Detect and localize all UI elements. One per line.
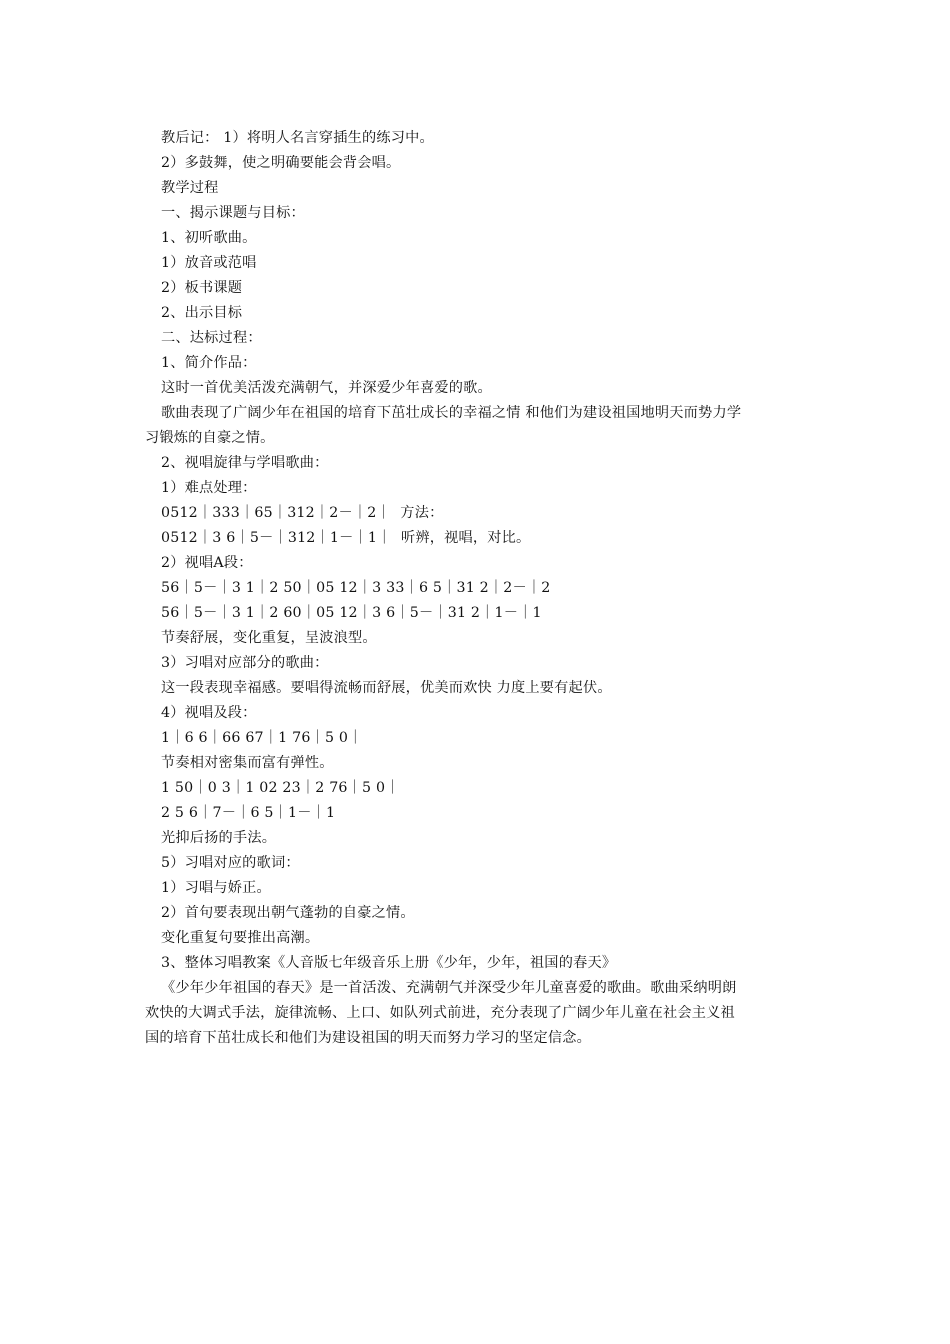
notation-line: 56｜5－｜3 1｜2 50｜05 12｜3 33｜6 5｜31 2｜2－｜2	[161, 580, 551, 596]
text-line: 2）首句要表现出朝气蓬勃的自豪之情。	[161, 905, 415, 921]
text-line: 歌曲表现了广阔少年在祖国的培育下茁壮成长的幸福之情 和他们为建设祖国地明天而势力学	[161, 405, 742, 421]
notation-line: 1｜6 6｜66 67｜1 76｜5 0｜	[161, 730, 363, 746]
text-line: 《少年少年祖国的春天》是一首活泼、充满朝气并深受少年儿童喜爱的歌曲。歌曲采纳明朗	[161, 980, 737, 996]
section-heading: 一、揭示课题与目标：	[161, 205, 305, 221]
text-line: 1、初听歌曲。	[161, 230, 257, 246]
text-line: 2）多鼓舞，使之明确要能会背会唱。	[161, 155, 401, 171]
text-line: 光抑后扬的手法。	[161, 830, 277, 846]
text-line: 这一段表现幸福感。要唱得流畅而舒展，优美而欢快 力度上要有起伏。	[161, 680, 612, 696]
section-heading: 教学过程	[161, 180, 219, 196]
notation-line: 2 5 6｜7－｜6 5｜1－｜1	[161, 805, 336, 821]
notation-line: 1 50｜0 3｜1 02 23｜2 76｜5 0｜	[161, 780, 400, 796]
text-line: 1）习唱与娇正。	[161, 880, 271, 896]
text-line: 节奏相对密集而富有弹性。	[161, 755, 334, 771]
text-line: 4）视唱及段：	[161, 705, 257, 721]
text-line: 习锻炼的自豪之情。	[145, 430, 275, 446]
text-line: 3）习唱对应部分的歌曲：	[161, 655, 329, 671]
text-line: 1）放音或范唱	[161, 255, 257, 271]
text-line: 2）板书课题	[161, 280, 243, 296]
text-line: 这时一首优美活泼充满朝气，并深爱少年喜爱的歌。	[161, 380, 492, 396]
document-page	[0, 126, 950, 1051]
text-line: 2、视唱旋律与学唱歌曲：	[161, 455, 329, 471]
text-line: 2、出示目标	[161, 305, 243, 321]
notation-line: 56｜5－｜3 1｜2 60｜05 12｜3 6｜5－｜31 2｜1－｜1	[161, 605, 542, 621]
text-line: 欢快的大调式手法，旋律流畅、上口、如队列式前进，充分表现了广阔少年儿童在社会主义祖	[145, 1005, 735, 1021]
text-line: 教后记： 1）将明人名言穿插生的练习中。	[161, 130, 434, 146]
text-line: 1）难点处理：	[161, 480, 257, 496]
text-line: 2）视唱A段：	[161, 555, 253, 571]
text-line: 变化重复句要推出高潮。	[161, 930, 320, 946]
notation-line: 0512｜333｜65｜312｜2－｜2｜ 方法：	[161, 505, 444, 521]
text-line: 国的培育下茁壮成长和他们为建设祖国的明天而努力学习的坚定信念。	[145, 1030, 592, 1046]
notation-line: 0512｜3 6｜5－｜312｜1－｜1｜ 听辨，视唱，对比。	[161, 530, 531, 546]
text-line: 5）习唱对应的歌词：	[161, 855, 300, 871]
section-heading: 二、达标过程：	[161, 330, 262, 346]
text-line: 3、整体习唱教案《人音版七年级音乐上册《少年，少年，祖国的春天》	[161, 955, 617, 971]
text-line: 节奏舒展，变化重复，呈波浪型。	[161, 630, 377, 646]
text-line: 1、简介作品：	[161, 355, 257, 371]
